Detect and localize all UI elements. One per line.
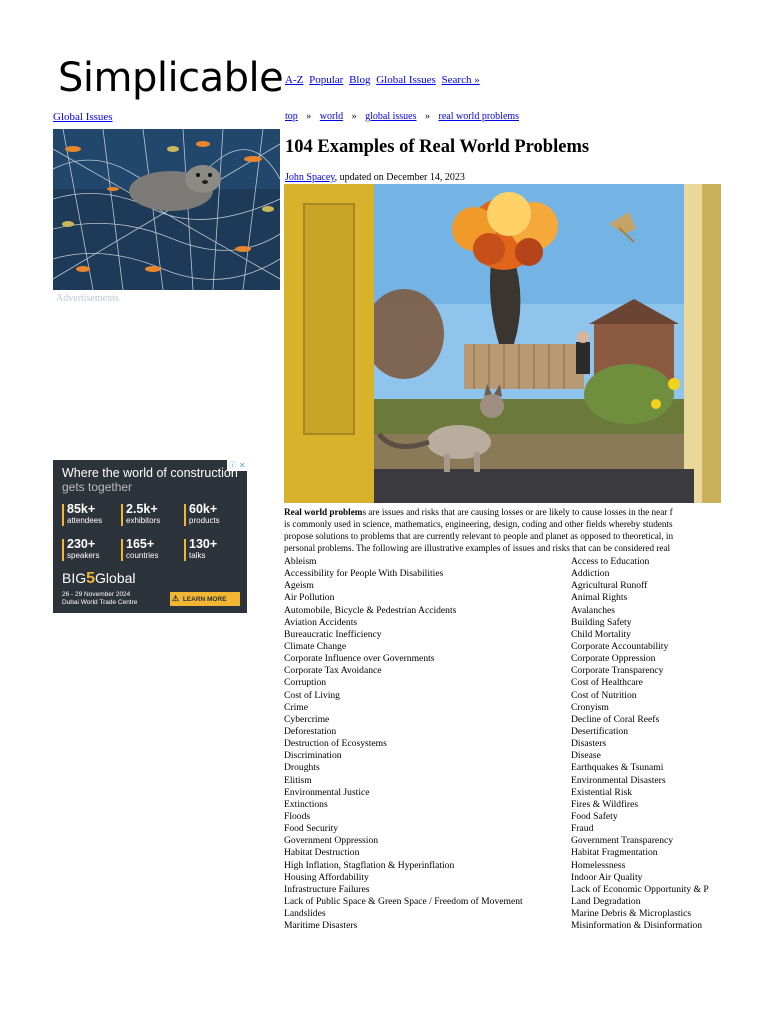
breadcrumb (285, 111, 519, 122)
list-item: Lack of Economic Opportunity & P (571, 883, 709, 895)
nav-a-z[interactable]: A-Z (285, 74, 304, 86)
sidebar-seal-image[interactable] (53, 129, 280, 290)
breadcrumb-separator: » (425, 111, 431, 122)
list-item: Decline of Coral Reefs (571, 713, 660, 725)
intro-bold-term: Real world problem (284, 507, 363, 517)
breadcrumb-separator: » (351, 111, 357, 122)
top-nav (285, 74, 483, 86)
nav-popular[interactable]: Popular (309, 74, 344, 86)
list-item: Environmental Disasters (571, 774, 666, 786)
cat-explosion-illustration (284, 184, 721, 503)
list-item: Government Transparency (571, 835, 674, 847)
list-item: Access to Education (571, 556, 650, 567)
list-item: Avalanches (571, 604, 616, 616)
problems-list-left (284, 556, 569, 932)
ad-event-details: 26 - 29 November 2024 Dubai World Trade Centre (62, 591, 138, 606)
list-item: Maritime Disasters (284, 920, 358, 932)
list-item: Fires & Wildfires (571, 798, 639, 810)
list-item: Existential Risk (571, 786, 633, 798)
list-item: Aviation Accidents (284, 616, 358, 628)
ad-learn-more-button[interactable]: ⚠ LEARN MORE (170, 592, 240, 606)
list-item: Automobile, Bicycle & Pedestrian Accidents (284, 604, 457, 616)
list-item: Child Mortality (571, 628, 631, 640)
list-item: Air Pollution (284, 592, 335, 604)
list-item: Corporate Transparency (571, 665, 664, 677)
list-item: Earthquakes & Tsunami (571, 762, 664, 774)
breadcrumb-real-world-problems[interactable]: real world problems (438, 111, 520, 122)
article-intro: Real world problems are issues and risks that are causing losses or are likely to cause losses in the near f is commonly used in science, mathematics, engineering, design, coding and other fields whereby students propose solutions to problems that are currently relevant to people and planet as opposed to theoretical, in personal problems. The following are illustrative examples of issues and risks that can be considered real (284, 507, 674, 553)
ad-subheadline: gets together (62, 480, 133, 494)
list-item: Habitat Fragmentation (571, 847, 658, 859)
list-item: Habitat Destruction (284, 847, 360, 859)
ad-label: Advertisements (56, 293, 119, 304)
breadcrumb-global-issues[interactable]: global issues (365, 111, 417, 122)
breadcrumb-world[interactable]: world (319, 111, 344, 122)
list-item: Droughts (284, 762, 320, 774)
nav-global-issues[interactable]: Global Issues (376, 74, 436, 86)
list-item: Addiction (571, 568, 610, 580)
list-item: Corporate Accountability (571, 640, 669, 652)
page-title: 104 Examples of Real World Problems (285, 137, 590, 157)
list-item: Food Safety (571, 810, 618, 822)
hero-image[interactable] (284, 184, 721, 503)
list-item: Housing Affordability (284, 871, 369, 883)
ad-stat: 130+ talks (189, 537, 247, 560)
list-item: Corporate Tax Avoidance (284, 665, 382, 677)
list-item: Ageism (284, 580, 314, 592)
list-item: Cost of Living (284, 689, 340, 701)
author-link[interactable]: John Spacey (285, 172, 335, 183)
list-item: Corporate Influence over Governments (284, 653, 435, 665)
ad-stat: 85k+ attendees (67, 502, 125, 525)
list-item: Disease (571, 750, 601, 762)
problems-list-right (571, 556, 721, 932)
list-item: Bureaucratic Inefficiency (284, 628, 382, 640)
list-item: Agricultural Runoff (571, 580, 648, 592)
breadcrumb-separator: » (306, 111, 312, 122)
list-item: Cronyism (571, 701, 609, 713)
list-item: Climate Change (284, 640, 347, 652)
ad-headline: Where the world of construction (62, 466, 238, 480)
site-logo[interactable]: Simplicable (58, 55, 284, 101)
list-item: Environmental Justice (284, 786, 370, 798)
list-item: Desertification (571, 725, 629, 737)
list-item: Homelessness (571, 859, 626, 871)
list-item: Ableism (284, 556, 317, 567)
list-item: Destruction of Ecosystems (284, 738, 387, 750)
list-item: Marine Debris & Microplastics (571, 908, 692, 920)
seal-in-net-illustration (53, 129, 280, 290)
list-item: Indoor Air Quality (571, 871, 643, 883)
list-item: Corporate Oppression (571, 653, 656, 665)
list-item: Cost of Healthcare (571, 677, 643, 689)
warning-icon: ⚠ (171, 594, 180, 603)
list-item: Animal Rights (571, 592, 628, 604)
list-item: Floods (284, 810, 311, 822)
nav-blog[interactable]: Blog (349, 74, 371, 86)
list-item: Lack of Public Space & Green Space / Freedom of Movement (284, 895, 523, 907)
list-item: Government Oppression (284, 835, 379, 847)
list-item: Land Degradation (571, 895, 641, 907)
list-item: Cost of Nutrition (571, 689, 637, 701)
nav-search[interactable]: Search » (441, 74, 480, 86)
list-item: Misinformation & Disinformation (571, 920, 703, 932)
list-item: Elitism (284, 774, 312, 786)
list-item: Infrastructure Failures (284, 883, 370, 895)
ad-stat: 230+ speakers (67, 537, 125, 560)
ad-stat: 2.5k+ exhibitors (126, 502, 184, 525)
list-item: Discrimination (284, 750, 342, 762)
list-item: Accessibility for People With Disabilities (284, 568, 444, 580)
ad-brand-logo: BIG5Global (62, 570, 136, 587)
ad-stat: 165+ countries (126, 537, 184, 560)
list-item: Corruption (284, 677, 327, 689)
list-item: Disasters (571, 738, 607, 750)
list-item: Cybercrime (284, 713, 330, 725)
list-item: Deforestation (284, 725, 337, 737)
list-item: Building Safety (571, 616, 632, 628)
ad-choices-icon[interactable]: ⓘ ✕ (228, 461, 246, 470)
article-byline (285, 172, 465, 183)
updated-date: , updated on December 14, 2023 (334, 172, 465, 183)
list-item: Crime (284, 701, 308, 713)
list-item: High Inflation, Stagflation & Hyperinflation (284, 859, 455, 871)
list-item: Food Security (284, 823, 339, 835)
list-item: Fraud (571, 823, 594, 835)
sidebar-ad-banner[interactable] (53, 460, 247, 613)
ad-stat: 60k+ products (189, 502, 247, 525)
list-item: Landslides (284, 908, 326, 920)
list-item: Extinctions (284, 798, 328, 810)
breadcrumb-top[interactable]: top (285, 111, 298, 122)
sidebar-category-link[interactable]: Global Issues (53, 111, 113, 123)
